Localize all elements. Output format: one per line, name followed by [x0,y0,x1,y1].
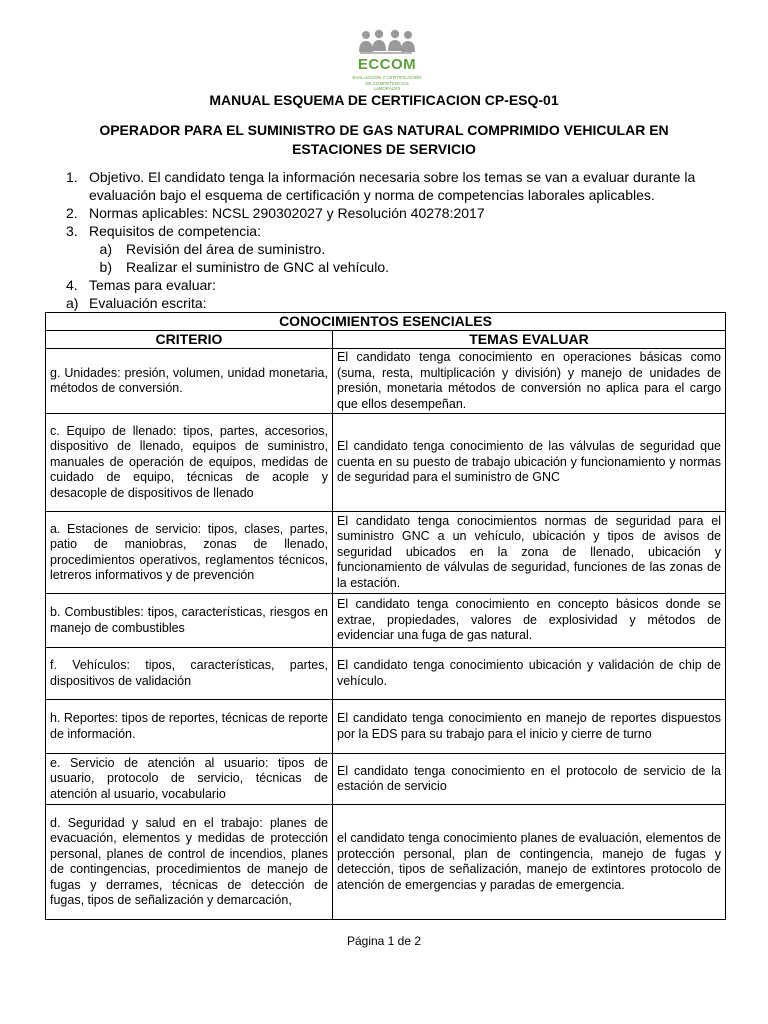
sub-list-text: Revisión del área de suministro. [126,241,326,257]
list-text: Evaluación escrita: [89,295,207,311]
list-item [66,168,726,204]
tema-cell: El candidato tenga conocimiento de las válvulas de seguridad que cuenta en su puesto de trabajo ubicación y funcionamiento y normas de seguridad para el suministro de GNC [333,414,726,512]
list-item [66,276,726,294]
table-row [46,805,726,920]
tema-cell: El candidato tenga conocimiento en operaciones básicas como (suma, resta, multiplicación y división) y manejo de unidades de presión, monetaria métodos de conversión no aplica para el cargo que ellos desempeñan. [333,349,726,414]
sub-list-text: Realizar el suministro de GNC al vehículo. [126,259,389,275]
tema-cell: El candidato tenga conocimiento en manejo de reportes dispuestos por la EDS para su trabajo para el inicio y cierre de turno [333,700,726,754]
table-row [46,594,726,648]
list-text: Temas para evaluar: [89,277,216,293]
tema-cell: el candidato tenga conocimiento planes de evaluación, elementos de protección personal, plan de contingencia, manejo de fugas y detección, tipos de señalización, manejo de extintores protocolo de atención de emergencias y paradas de emergencia. [333,805,726,920]
column-header-temas: TEMAS EVALUAR [333,331,726,349]
list-letter: a) [66,295,79,311]
list-text: Normas aplicables: NCSL 290302027 y Resolución 40278:2017 [89,205,485,221]
list-number: 2. [66,205,78,221]
logo-name: ECCOM [357,56,417,73]
table-title: CONOCIMIENTOS ESENCIALES [46,313,726,331]
document-title: MANUAL ESQUEMA DE CERTIFICACION CP-ESQ-01 [209,92,559,108]
criterio-cell: f. Vehículos: tipos, características, partes, dispositivos de validación [46,648,333,700]
table-title-row [46,313,726,331]
table-row [46,648,726,700]
eccom-logo [352,28,422,90]
sub-list-item [66,258,726,276]
requirements-list [66,168,726,312]
criterio-cell: d. Seguridad y salud en el trabajo: planes de evacuación, elementos y medidas de protección personal, planes de control de incendios, planes de contingencias, procedimientos de manejo de fugas y derrames, técnicas de detección de fugas, tipos de señalización y demarcación, [46,805,333,920]
list-text: Objetivo. El candidato tenga la información necesaria sobre los temas se van a evaluar durante la evaluación bajo el esquema de certificación y norma de competencias laborales aplicables. [89,169,696,203]
list-item [66,204,726,222]
criterio-cell: b. Combustibles: tipos, características, riesgos en manejo de combustibles [46,594,333,648]
sub-list-letter: a) [99,241,112,257]
knowledge-table [45,312,726,920]
people-group-icon [352,28,422,58]
table-row [46,754,726,805]
table-row [46,349,726,414]
table-header-row [46,331,726,349]
tema-cell: El candidato tenga conocimiento en concepto básicos donde se extrae, propiedades, valores de explosividad y métodos de evidenciar una fuga de gas natural. [333,594,726,648]
list-number: 4. [66,277,78,293]
sub-list-item [66,240,726,258]
table-row [46,700,726,754]
tema-cell: El candidato tenga conocimiento ubicación y validación de chip de vehículo. [333,648,726,700]
list-number: 3. [66,223,78,239]
document-subtitle: OPERADOR PARA EL SUMINISTRO DE GAS NATURAL COMPRIMIDO VEHICULAR EN ESTACIONES DE SERVICIO [99,122,669,157]
criterio-cell: e. Servicio de atención al usuario: tipos de usuario, protocolo de servicio, técnicas de atención al usuario, vocabulario [46,754,333,805]
page-number: Página 1 de 2 [346,934,422,948]
list-item [66,222,726,240]
criterio-cell: a. Estaciones de servicio: tipos, clases, partes, patio de maniobras, zonas de llenado, procedimientos operativos, reglamentos técnicos, letreros informativos y de prevención [46,512,333,594]
list-number: 1. [66,169,78,185]
table-row [46,414,726,512]
column-header-criterio: CRITERIO [46,331,333,349]
logo-subtitle-1: EVALUACIÓN Y CERTIFICACIÓN [352,75,422,80]
tema-cell: El candidato tenga conocimiento en el protocolo de servicio de la estación de servicio [333,754,726,805]
tema-cell: El candidato tenga conocimientos normas de seguridad para el suministro GNC a un vehículo, ubicación y tipos de avisos de seguridad ubicados en la zona de llenado, ubicación y funcionamiento de válvulas de seguridad, funciones de las zonas de la estación. [333,512,726,594]
table-row [46,512,726,594]
criterio-cell: h. Reportes: tipos de reportes, técnicas de reporte de información. [46,700,333,754]
list-text: Requisitos de competencia: [89,223,261,239]
logo-subtitle-2: DE COMPETENCIAS LABORALES [365,81,409,91]
criterio-cell: c. Equipo de llenado: tipos, partes, accesorios, dispositivo de llenado, equipos de suministro, manuales de operación de equipos, medidas de cuidado de equipo, técnicas de acople y desacople de dispositivos de llenado [46,414,333,512]
criterio-cell: g. Unidades: presión, volumen, unidad monetaria, métodos de conversión. [46,349,333,414]
list-item [66,294,726,312]
sub-list-letter: b) [99,259,112,275]
